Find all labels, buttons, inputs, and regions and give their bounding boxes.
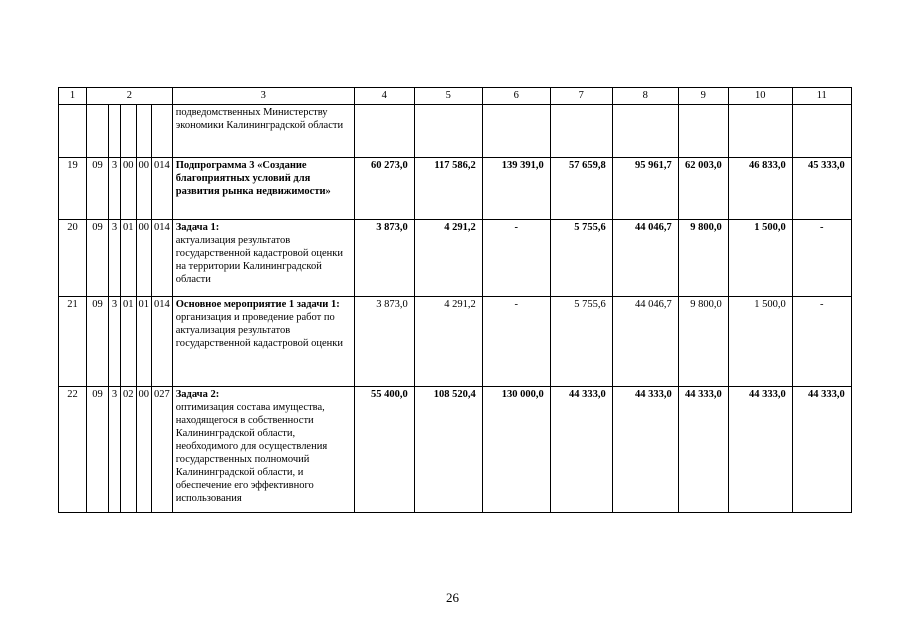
header-cell: 2 xyxy=(87,88,173,105)
value-cell: 44 333,0 xyxy=(728,387,792,513)
table-row xyxy=(59,297,852,387)
code-cell xyxy=(152,105,173,158)
header-cell: 8 xyxy=(612,88,678,105)
header-cell: 5 xyxy=(414,88,482,105)
description-cell xyxy=(172,105,354,158)
table-row xyxy=(59,105,852,158)
code-cell xyxy=(121,105,137,158)
value-cell: 57 659,8 xyxy=(550,158,612,220)
code-cell: 3 xyxy=(109,297,121,387)
description-text: актуализация результатов государственной кадастровой оценки на территории Калининградской области xyxy=(175,235,343,285)
table-row xyxy=(59,158,852,220)
value-cell xyxy=(678,105,728,158)
value-cell: 1 500,0 xyxy=(728,297,792,387)
code-cell: 00 xyxy=(136,158,152,220)
description-text: организация и проведение работ по актуализация результатов государственной кадастровой оценки xyxy=(175,312,343,349)
code-cell: 09 xyxy=(87,220,109,297)
value-cell: 9 800,0 xyxy=(678,297,728,387)
description-cell xyxy=(172,220,354,297)
value-cell: 44 333,0 xyxy=(792,387,851,513)
value-cell xyxy=(792,105,851,158)
value-cell: 44 333,0 xyxy=(612,387,678,513)
value-cell: 95 961,7 xyxy=(612,158,678,220)
code-cell: 09 xyxy=(87,158,109,220)
value-cell: - xyxy=(482,297,550,387)
value-cell: 9 800,0 xyxy=(678,220,728,297)
value-cell: 4 291,2 xyxy=(414,297,482,387)
value-cell: 1 500,0 xyxy=(728,220,792,297)
description-title: Задача 1: xyxy=(175,222,220,233)
value-cell: - xyxy=(482,220,550,297)
value-cell: 130 000,0 xyxy=(482,387,550,513)
header-cell: 11 xyxy=(792,88,851,105)
value-cell: 44 333,0 xyxy=(550,387,612,513)
code-cell: 3 xyxy=(109,220,121,297)
value-cell: 3 873,0 xyxy=(354,220,414,297)
value-cell: 5 755,6 xyxy=(550,220,612,297)
value-cell: - xyxy=(792,297,851,387)
value-cell: 44 046,7 xyxy=(612,220,678,297)
code-cell: 014 xyxy=(152,158,173,220)
budget-table xyxy=(58,87,852,513)
code-cell: 014 xyxy=(152,297,173,387)
value-cell xyxy=(482,105,550,158)
code-cell xyxy=(136,105,152,158)
description-text: подведомственных Министерству экономики Калининградской области xyxy=(175,107,344,131)
value-cell: 60 273,0 xyxy=(354,158,414,220)
description-cell xyxy=(172,387,354,513)
code-cell xyxy=(87,105,109,158)
code-cell: 01 xyxy=(121,297,137,387)
code-cell: 014 xyxy=(152,220,173,297)
header-cell: 7 xyxy=(550,88,612,105)
code-cell: 01 xyxy=(136,297,152,387)
header-row xyxy=(59,88,852,105)
page-number: 26 xyxy=(446,590,459,605)
header-cell: 1 xyxy=(59,88,87,105)
code-cell: 09 xyxy=(87,387,109,513)
value-cell xyxy=(414,105,482,158)
row-number xyxy=(59,105,87,158)
code-cell: 027 xyxy=(152,387,173,513)
row-number: 19 xyxy=(59,158,87,220)
value-cell xyxy=(728,105,792,158)
value-cell: 108 520,4 xyxy=(414,387,482,513)
description-title: Задача 2: xyxy=(175,389,220,400)
value-cell: 3 873,0 xyxy=(354,297,414,387)
value-cell: 55 400,0 xyxy=(354,387,414,513)
description-title: Основное мероприятие 1 задачи 1: xyxy=(175,299,340,310)
row-number: 22 xyxy=(59,387,87,513)
value-cell: 45 333,0 xyxy=(792,158,851,220)
value-cell xyxy=(612,105,678,158)
value-cell: 46 833,0 xyxy=(728,158,792,220)
value-cell: 5 755,6 xyxy=(550,297,612,387)
row-number: 21 xyxy=(59,297,87,387)
value-cell: - xyxy=(792,220,851,297)
code-cell: 00 xyxy=(136,220,152,297)
code-cell: 09 xyxy=(87,297,109,387)
code-cell xyxy=(109,105,121,158)
row-number: 20 xyxy=(59,220,87,297)
description-cell xyxy=(172,297,354,387)
value-cell xyxy=(354,105,414,158)
table-row xyxy=(59,387,852,513)
code-cell: 3 xyxy=(109,387,121,513)
header-cell: 10 xyxy=(728,88,792,105)
description-cell xyxy=(172,158,354,220)
value-cell xyxy=(550,105,612,158)
code-cell: 02 xyxy=(121,387,137,513)
value-cell: 139 391,0 xyxy=(482,158,550,220)
header-cell: 3 xyxy=(172,88,354,105)
description-text: оптимизация состава имущества, находящегося в собственности Калининградской области, необходимого для осуществления государственных полномочий Калининградской области, и обеспечение его эффективного использования xyxy=(175,402,328,504)
value-cell: 44 333,0 xyxy=(678,387,728,513)
code-cell: 01 xyxy=(121,220,137,297)
value-cell: 44 046,7 xyxy=(612,297,678,387)
description-title: Подпрограмма 3 «Создание благоприятных условий для развития рынка недвижимости» xyxy=(175,160,331,197)
header-cell: 6 xyxy=(482,88,550,105)
value-cell: 117 586,2 xyxy=(414,158,482,220)
header-cell: 9 xyxy=(678,88,728,105)
code-cell: 00 xyxy=(136,387,152,513)
value-cell: 62 003,0 xyxy=(678,158,728,220)
code-cell: 00 xyxy=(121,158,137,220)
header-cell: 4 xyxy=(354,88,414,105)
code-cell: 3 xyxy=(109,158,121,220)
value-cell: 4 291,2 xyxy=(414,220,482,297)
table-row xyxy=(59,220,852,297)
